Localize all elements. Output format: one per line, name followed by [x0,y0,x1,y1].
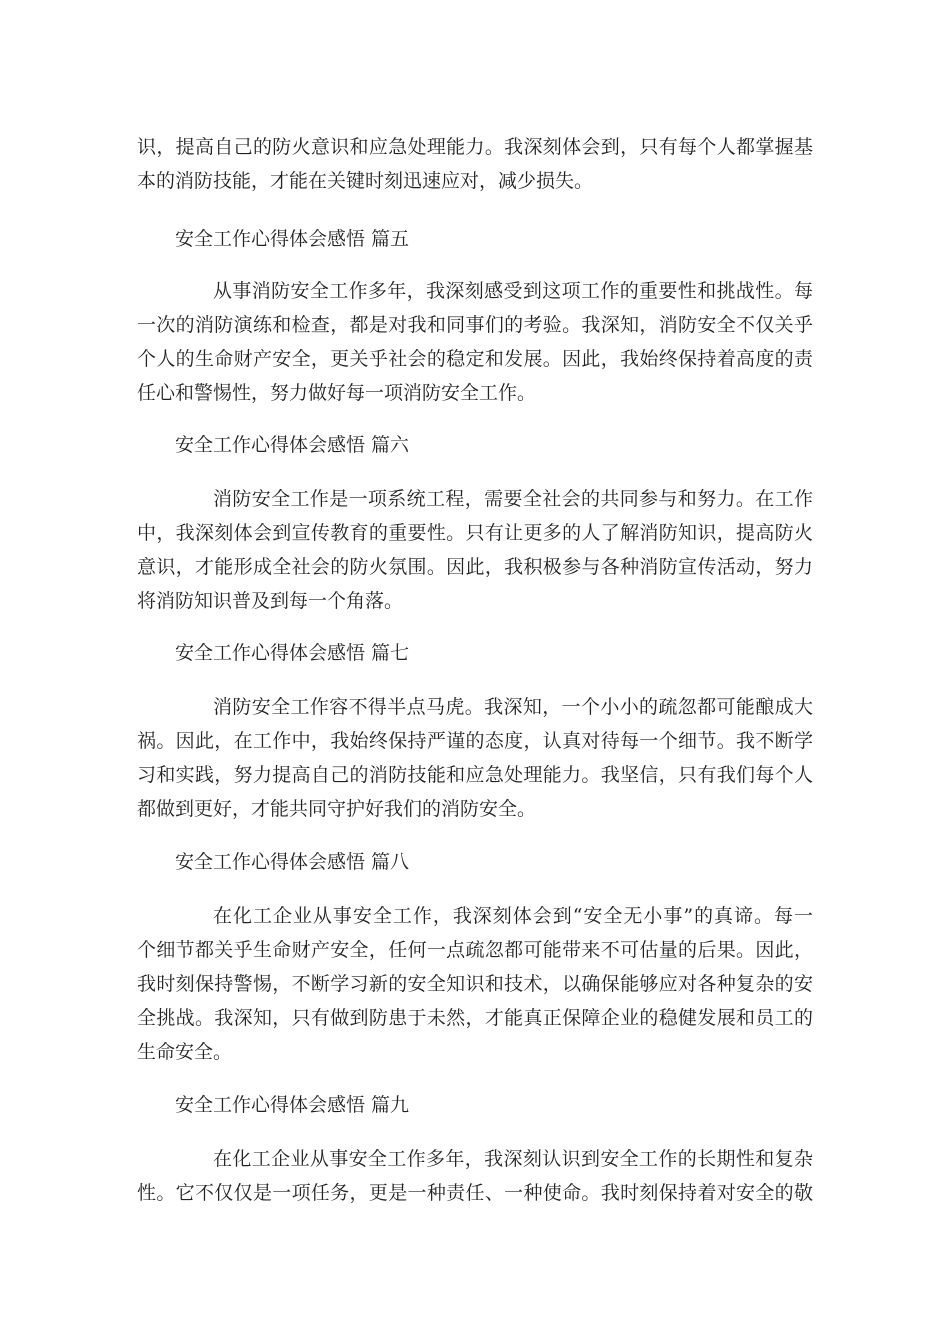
section-paragraph-7 [137,690,813,826]
paragraph-line: 中，我深刻体会到宣传教育的重要性。只有让更多的人了解消防知识，提高防火 [137,522,813,544]
paragraph-line: 性。它不仅仅是一项任务，更是一种责任、一种使命。我时刻保持着对安全的敬 [137,1182,813,1204]
section-paragraph-8 [137,899,813,1069]
paragraph-line: 任心和警惕性，努力做好每一项消防安全工作。 [137,382,537,404]
section-heading-7: 安全工作心得体会感悟 篇七 [175,642,410,664]
section-heading-9: 安全工作心得体会感悟 篇九 [175,1094,410,1116]
paragraph-line: 习和实践，努力提高自己的消防技能和应急处理能力。我坚信，只有我们每个人 [137,764,813,786]
paragraph-line: 从事消防安全工作多年，我深刻感受到这项工作的重要性和挑战性。每 [213,280,813,302]
paragraph-line: 意识，才能形成全社会的防火氛围。因此，我积极参与各种消防宣传活动，努力 [137,556,813,578]
paragraph-line: 祸。因此，在工作中，我始终保持严谨的态度，认真对待每一个细节。我不断学 [137,730,813,752]
section-heading-8: 安全工作心得体会感悟 篇八 [175,851,410,873]
paragraph-line: 消防安全工作容不得半点马虎。我深知，一个小小的疏忽都可能酿成大 [213,696,813,718]
section-paragraph-5 [137,274,813,410]
section-heading-5: 安全工作心得体会感悟 篇五 [175,228,410,250]
paragraph-line: 个人的生命财产安全，更关乎社会的稳定和发展。因此，我始终保持着高度的责 [137,348,813,370]
section-paragraph-9 [137,1142,813,1210]
intro-paragraph [137,130,813,198]
paragraph-line: 我时刻保持警惕，不断学习新的安全知识和技术，以确保能够应对各种复杂的安 [137,973,813,995]
paragraph-line: 一次的消防演练和检查，都是对我和同事们的考验。我深知，消防安全不仅关乎 [137,314,813,336]
paragraph-line: 全挑战。我深知，只有做到防患于未然，才能真正保障企业的稳健发展和员工的 [137,1007,813,1029]
paragraph-line: 识，提高自己的防火意识和应急处理能力。我深刻体会到，只有每个人都掌握基 [137,136,813,158]
paragraph-line: 将消防知识普及到每一个角落。 [137,590,404,612]
paragraph-line: 消防安全工作是一项系统工程，需要全社会的共同参与和努力。在工作 [213,488,813,510]
section-heading-6: 安全工作心得体会感悟 篇六 [175,434,410,456]
paragraph-line: 都做到更好，才能共同守护好我们的消防安全。 [137,798,537,820]
paragraph-line: 个细节都关乎生命财产安全，任何一点疏忽都可能带来不可估量的后果。因此， [137,939,813,961]
paragraph-line: 在化工企业从事安全工作多年，我深刻认识到安全工作的长期性和复杂 [213,1148,813,1170]
paragraph-line: 在化工企业从事安全工作，我深刻体会到“安全无小事”的真谛。每一 [213,905,813,927]
paragraph-line: 本的消防技能，才能在关键时刻迅速应对，减少损失。 [137,170,594,192]
paragraph-line: 生命安全。 [137,1041,233,1063]
section-paragraph-6 [137,482,813,618]
